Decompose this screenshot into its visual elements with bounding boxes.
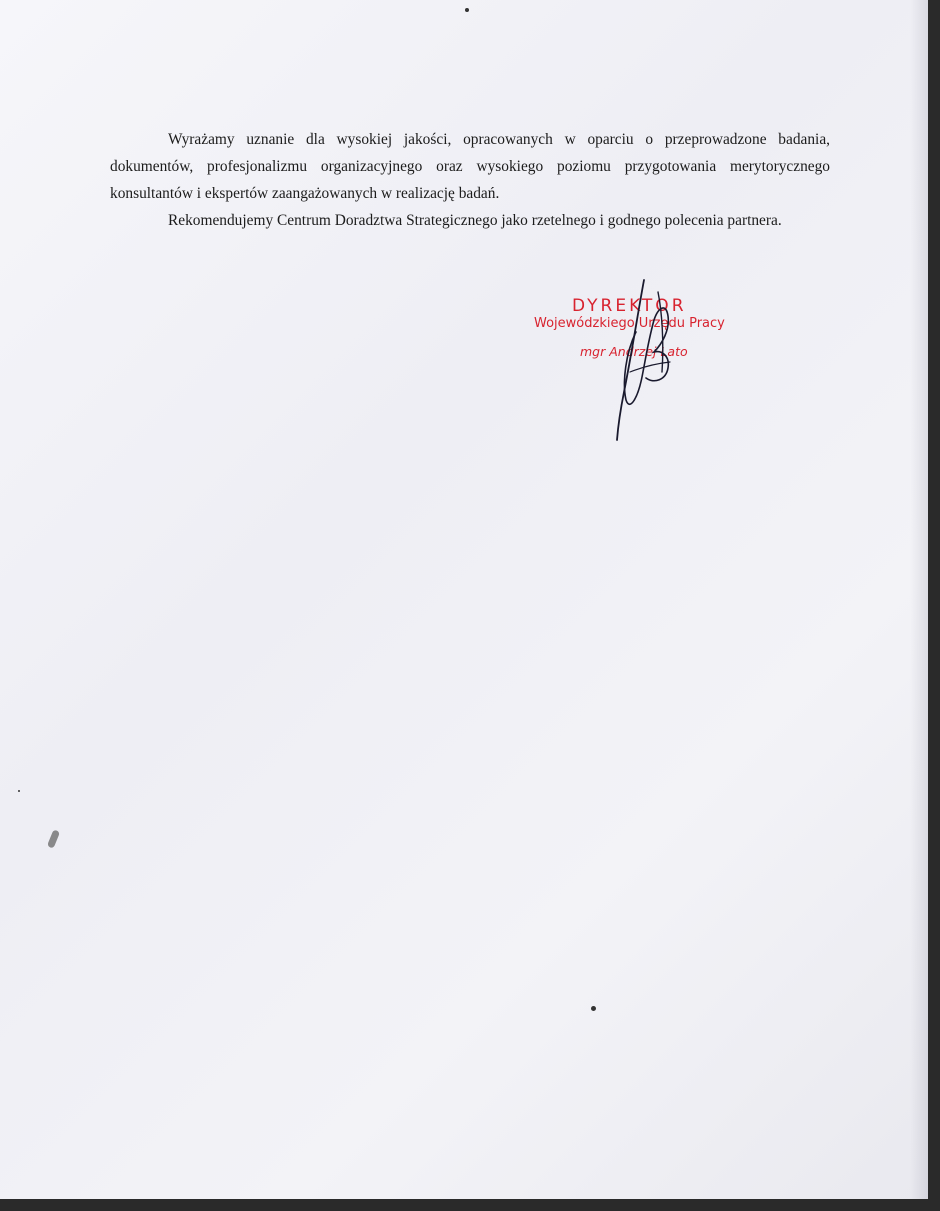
paper-speck [465, 8, 469, 12]
letter-body [110, 126, 830, 234]
stamp-office: Wojewódzkiego Urzędu Pracy [534, 316, 725, 331]
stamp-name: mgr Andrzej Lato [580, 344, 688, 359]
stamp-title: DYREKTOR [572, 296, 687, 316]
paper-speck [591, 1006, 596, 1011]
paper-speck [18, 790, 20, 792]
paragraph-recommendation: Rekomendujemy Centrum Doradztwa Strategicznego jako rzetelnego i godnego polecenia partnera. [168, 212, 782, 229]
ink-smudge [47, 829, 60, 848]
handwritten-signature [596, 272, 706, 447]
paragraph-appreciation: Wyrażamy uznanie dla wysokiej jakości, opracowanych w oparciu o przeprowadzone badania, dokumentów, profesjonalizmu organizacyjnego oraz wysokiego poziomu przygotowania merytorycznego konsultantów i ekspertów zaangażowanych w realizację badań. [110, 131, 830, 202]
